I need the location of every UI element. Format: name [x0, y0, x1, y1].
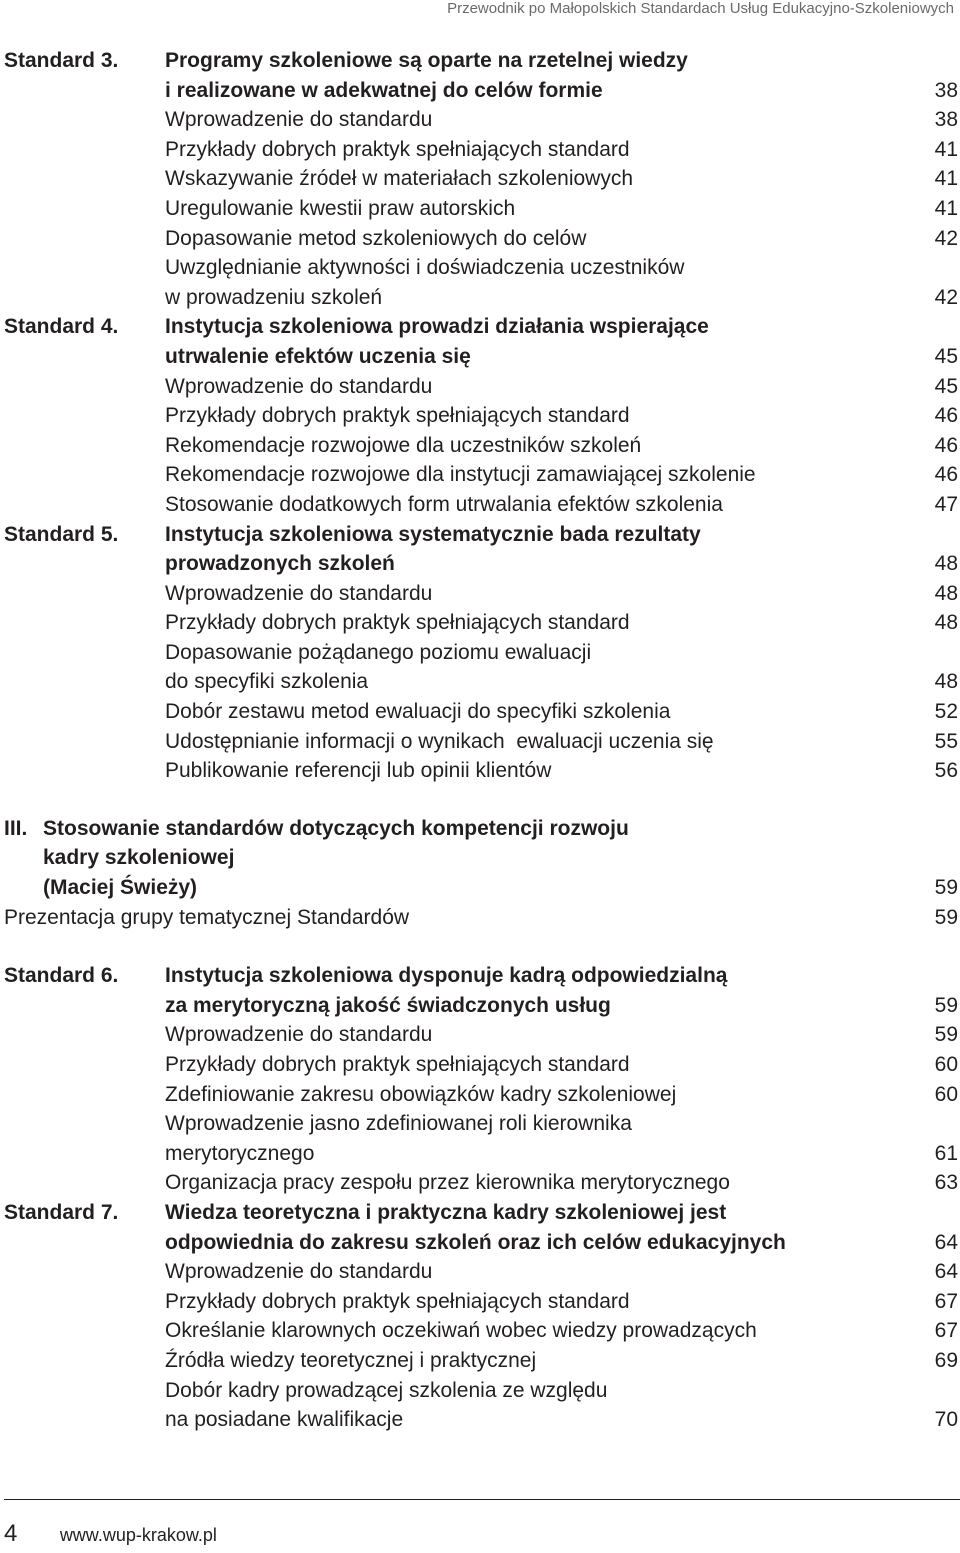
toc-entry[interactable]: Wprowadzenie do standardu 59 — [0, 1020, 960, 1050]
toc-entry[interactable]: Przykłady dobrych praktyk spełniających standard 41 — [0, 135, 960, 165]
toc-entry[interactable]: Uwzględnianie aktywności i doświadczenia uczestników — [165, 256, 685, 280]
standard-label: Standard 4. — [4, 315, 119, 339]
standard-title: utrwalenie efektów uczenia się — [165, 344, 471, 368]
standard-title: Instytucja szkoleniowa dysponuje kadrą odpowiedzialną — [165, 964, 728, 988]
page-number: 38 — [934, 108, 958, 132]
standard-title: Instytucja szkoleniowa systematycznie bada rezultaty — [165, 522, 701, 546]
toc-entry[interactable]: Stosowanie dodatkowych form utrwalania efektów szkolenia 47 — [0, 490, 960, 520]
page-number: 64 — [934, 1230, 958, 1254]
page-number: 67 — [934, 1289, 958, 1313]
page-number: 55 — [934, 729, 958, 753]
page-number: 42 — [934, 285, 958, 309]
toc-entry[interactable]: Przykłady dobrych praktyk spełniających standard 60 — [0, 1050, 960, 1080]
toc-entry[interactable]: Wskazywanie źródeł w materiałach szkoleniowych 41 — [0, 164, 960, 194]
standard-title: Programy szkoleniowe są oparte na rzetelnej wiedzy — [165, 49, 688, 72]
footer-divider — [4, 1499, 960, 1500]
toc-entry[interactable]: Wprowadzenie do standardu 45 — [0, 372, 960, 402]
footer-page-number: 4 — [4, 1520, 18, 1547]
standard-7 — [0, 1198, 960, 1435]
toc-entry[interactable]: Źródła wiedzy teoretycznej i praktycznej 69 — [0, 1346, 960, 1376]
toc-entry[interactable]: do specyfiki szkolenia 48 — [0, 667, 960, 697]
section-numeral: III. — [4, 816, 28, 840]
standard-5 — [0, 520, 960, 786]
toc-entry[interactable]: Przykłady dobrych praktyk spełniających standard 46 — [0, 401, 960, 431]
standard-label: Standard 7. — [4, 1200, 119, 1224]
toc-entry[interactable]: Dopasowanie metod szkoleniowych do celów 42 — [0, 224, 960, 254]
standard-label: Standard 5. — [4, 522, 119, 546]
standard-title: Instytucja szkoleniowa prowadzi działania wspierające — [165, 315, 709, 339]
toc-entry[interactable]: merytorycznego 61 — [0, 1139, 960, 1169]
page-number: 63 — [934, 1171, 958, 1195]
page-number: 47 — [934, 492, 958, 516]
toc-entry[interactable]: Dobór zestawu metod ewaluacji do specyfiki szkolenia 52 — [0, 697, 960, 727]
standard-title: prowadzonych szkoleń — [165, 552, 395, 576]
standard-title: odpowiednia do zakresu szkoleń oraz ich celów edukacyjnych — [165, 1230, 786, 1254]
toc-entry[interactable]: Uregulowanie kwestii praw autorskich 41 — [0, 194, 960, 224]
toc-entry[interactable]: Wprowadzenie jasno zdefiniowanej roli kierownika — [165, 1112, 632, 1136]
section-title: kadry szkoleniowej — [43, 846, 235, 870]
toc-entry[interactable]: Organizacja pracy zespołu przez kierownika merytorycznego 63 — [0, 1168, 960, 1198]
page-number: 48 — [934, 670, 958, 694]
page-number: 38 — [934, 78, 958, 102]
standard-3 — [0, 46, 960, 312]
toc-entry[interactable]: Zdefiniowanie zakresu obowiązków kadry szkoleniowej 60 — [0, 1080, 960, 1110]
page-number: 56 — [934, 759, 958, 783]
page-number: 46 — [934, 433, 958, 457]
toc-entry[interactable]: Wprowadzenie do standardu 64 — [0, 1257, 960, 1287]
page-number: 67 — [934, 1319, 958, 1343]
footer-url[interactable]: www.wup-krakow.pl — [59, 1525, 217, 1545]
page-number: 60 — [934, 1053, 958, 1076]
standard-title: Wiedza teoretyczna i praktyczna kadry szkoleniowej jest — [165, 1200, 727, 1224]
page-number: 45 — [934, 344, 958, 368]
standard-6 — [0, 961, 960, 1198]
toc-entry[interactable]: Przykłady dobrych praktyk spełniających standard 48 — [0, 608, 960, 638]
page-number: 69 — [934, 1348, 958, 1372]
page-number: 45 — [934, 374, 958, 398]
toc-entry[interactable]: Wprowadzenie do standardu 48 — [0, 579, 960, 609]
standard-label: Standard 6. — [4, 964, 119, 988]
page-number: 52 — [934, 700, 958, 724]
page-number: 61 — [934, 1141, 958, 1165]
toc-entry[interactable]: Określanie klarownych oczekiwań wobec wiedzy prowadzących 67 — [0, 1316, 960, 1346]
section-author: (Maciej Świeży) — [43, 876, 198, 900]
page-number: 46 — [934, 404, 958, 428]
page-number: 41 — [934, 137, 958, 161]
toc-entry[interactable]: Przykłady dobrych praktyk spełniających standard 67 — [0, 1287, 960, 1317]
standard-title: za merytoryczną jakość świadczonych usług — [165, 993, 611, 1017]
page-number: 42 — [934, 226, 958, 250]
page-number: 41 — [934, 167, 958, 191]
page-number: 41 — [934, 196, 958, 220]
page-number: 70 — [934, 1408, 958, 1432]
toc-entry[interactable]: w prowadzeniu szkoleń 42 — [0, 283, 960, 313]
toc-entry[interactable]: na posiadane kwalifikacje 70 — [0, 1405, 960, 1435]
table-of-contents — [0, 46, 960, 1435]
page-number: 48 — [934, 611, 958, 635]
page-number: 59 — [934, 1023, 958, 1047]
toc-entry[interactable]: Dopasowanie pożądanego poziomu ewaluacji — [165, 640, 592, 664]
toc-entry[interactable]: Wprowadzenie do standardu 38 — [0, 105, 960, 135]
page-number: 59 — [934, 993, 958, 1017]
toc-entry[interactable]: Publikowanie referencji lub opinii klientów 56 — [0, 756, 960, 786]
page-number: 59 — [934, 905, 958, 929]
section-iii — [0, 814, 960, 932]
page-number: 59 — [934, 876, 958, 900]
toc-entry[interactable]: Udostępnianie informacji o wynikach ewaluacji uczenia się 55 — [0, 727, 960, 757]
toc-entry[interactable]: Prezentacja grupy tematycznej Standardów 59 — [0, 903, 960, 933]
toc-entry[interactable]: Dobór kadry prowadzącej szkolenia ze względu — [165, 1378, 608, 1402]
footer — [4, 1520, 217, 1548]
standard-title: i realizowane w adekwatnej do celów formie — [165, 78, 603, 102]
standard-label: Standard 3. — [4, 49, 119, 72]
page-number: 48 — [934, 581, 958, 605]
standard-4 — [0, 312, 960, 519]
page-number: 64 — [934, 1260, 958, 1284]
toc-entry[interactable]: Rekomendacje rozwojowe dla uczestników szkoleń 46 — [0, 431, 960, 461]
page-number: 48 — [934, 552, 958, 576]
running-header: Przewodnik po Małopolskich Standardach Usług Edukacyjno-Szkoleniowych — [447, 0, 954, 17]
toc-entry[interactable]: Rekomendacje rozwojowe dla instytucji zamawiającej szkolenie 46 — [0, 460, 960, 490]
page-number: 46 — [934, 463, 958, 487]
section-title: Stosowanie standardów dotyczących kompetencji rozwoju — [43, 816, 629, 840]
page-number: 60 — [934, 1082, 958, 1106]
